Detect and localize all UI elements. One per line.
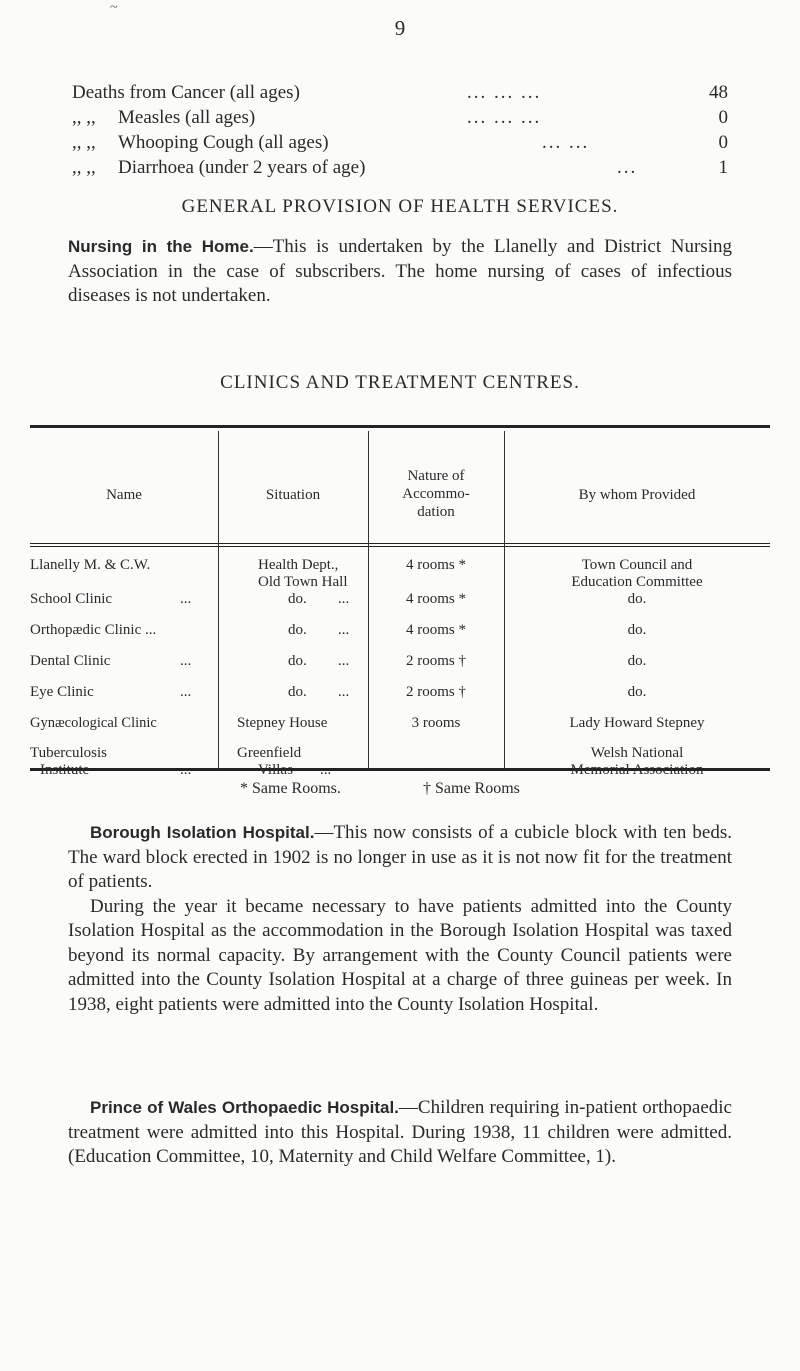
clinic-nature: 3 rooms: [411, 715, 461, 731]
clinic-provided: do.: [627, 653, 647, 669]
prince-p1: [68, 1096, 732, 1170]
clinic-provided: Education Committee: [571, 574, 703, 590]
clinic-name: Gynæcological Clinic: [30, 715, 157, 731]
leader-dots: ... ... ...: [467, 82, 542, 103]
clinic-situation: Greenfield: [237, 745, 302, 761]
clinics-heading: CLINICS AND TREATMENT CENTRES.: [220, 372, 580, 393]
clinic-provided: do.: [627, 622, 647, 638]
clinic-name: Tuberculosis: [30, 745, 107, 761]
clinic-provided: Lady Howard Stepney: [569, 715, 705, 731]
clinic-situation: Villas: [258, 762, 293, 778]
borough-text: —This now consists of a cubicle block with ten beds. The ward block erected in 1902 is no longer in use as it is not now fit for the treatment of patients.: [68, 822, 732, 892]
clinic-name: Dental Clinic: [30, 653, 111, 669]
clinic-situation: Health Dept.,: [258, 557, 339, 573]
clinic-nature: 4 rooms *: [406, 591, 466, 607]
clinic-situation: Stepney House: [237, 715, 328, 731]
header-name: Name: [106, 487, 142, 503]
footnote-star: * Same Rooms.: [240, 780, 341, 797]
nursing-paragraph: [68, 235, 732, 309]
leader-dots: ...: [320, 762, 332, 778]
leader-dots: ...: [338, 622, 350, 638]
leader-dots: ... ... ...: [467, 107, 542, 128]
table-header-rule: [30, 543, 770, 544]
table-header-rule: [30, 546, 770, 547]
leader-dots: ...: [180, 684, 192, 700]
leader-dots: ...: [617, 157, 638, 178]
clinic-nature: 2 rooms †: [406, 684, 466, 700]
borough-title: Borough Isolation Hospital.: [90, 823, 315, 842]
column-divider: [218, 431, 219, 769]
clinic-provided: Welsh National: [590, 745, 684, 761]
leader-dots: ...: [338, 684, 350, 700]
deaths-value: 0: [718, 107, 728, 128]
deaths-row: [72, 105, 728, 130]
borough-p1: [68, 821, 732, 895]
ink-mark: ~: [110, 0, 118, 15]
footnote-dagger: † Same Rooms: [423, 780, 520, 797]
leader-dots: ...: [338, 591, 350, 607]
clinic-provided: do.: [627, 591, 647, 607]
clinics-table: [30, 425, 770, 778]
deaths-label: Measles (all ages): [118, 107, 256, 128]
deaths-row: [72, 155, 728, 180]
borough-p2: During the year it became necessary to have patients admitted into the County Isolation Hospital as the accommodation in the Borough Isolation Hospital was taxed beyond its normal capacity. By arrangement with the County Council patients were admitted into the County Isolation Hospital at a charge of three guineas per week. In 1938, eight patients were admitted into the County Isolation Hospital.: [68, 895, 732, 1015]
deaths-value: 1: [718, 157, 728, 178]
nursing-title: Nursing in the Home.: [68, 237, 254, 256]
clinic-nature: 2 rooms †: [406, 653, 466, 669]
clinic-nature: 4 rooms *: [406, 557, 466, 573]
header-provided: By whom Provided: [578, 487, 696, 503]
table-top-rule: [30, 425, 770, 428]
header-nature: dation: [417, 504, 455, 520]
clinic-provided: Memorial Association: [570, 762, 704, 778]
deaths-label: Diarrhoea (under 2 years of age): [118, 157, 366, 178]
leader-dots: ... ...: [542, 132, 590, 153]
header-situation: Situation: [265, 487, 321, 503]
clinic-nature: 4 rooms *: [406, 622, 466, 638]
clinic-name: Orthopædic Clinic ...: [30, 622, 157, 638]
deaths-label: Whooping Cough (all ages): [118, 132, 329, 153]
deaths-row: [72, 130, 728, 155]
nursing-text: —This is undertaken by the Llanelly and District Nursing Association in the case of subscribers. The home nursing of cases of infectious diseases is not undertaken.: [68, 236, 732, 306]
clinic-name: Eye Clinic: [30, 684, 94, 700]
clinic-name: School Clinic: [30, 591, 113, 607]
clinic-name: Llanelly M. & C.W.: [30, 557, 151, 573]
leader-dots: ...: [180, 653, 192, 669]
borough-paragraph: [68, 821, 732, 1017]
clinic-nature: —: [428, 762, 444, 778]
clinic-provided: Town Council and: [581, 557, 693, 573]
page-number: 9: [394, 16, 406, 40]
ditto-marks: ,, ,,: [72, 107, 96, 128]
ditto-marks: ,, ,,: [72, 132, 96, 153]
deaths-value: 48: [709, 82, 728, 103]
deaths-label: Deaths from Cancer (all ages): [72, 82, 300, 103]
ditto-marks: ,, ,,: [72, 157, 96, 178]
clinic-name: Institute: [40, 762, 90, 778]
clinic-situation: Old Town Hall: [258, 574, 348, 590]
prince-text: —Children requiring in-patient orthopaedic treatment were admitted into this Hospital. During 1938, 11 children were admitted. (Education Committee, 10, Maternity and Child Welfare Committee, 1).: [68, 1097, 732, 1167]
clinic-situation: do.: [288, 591, 307, 607]
leader-dots: ...: [338, 653, 350, 669]
deaths-list: [72, 80, 728, 180]
header-nature: Accommo-: [402, 486, 470, 502]
prince-title: Prince of Wales Orthopaedic Hospital.: [90, 1098, 399, 1117]
header-nature: Nature of: [407, 468, 465, 484]
general-provision-heading: GENERAL PROVISION OF HEALTH SERVICES.: [181, 196, 619, 217]
deaths-row: [72, 80, 728, 105]
prince-paragraph: [68, 1096, 732, 1170]
clinic-situation: do.: [288, 653, 307, 669]
clinic-situation: do.: [288, 684, 307, 700]
deaths-value: 0: [718, 132, 728, 153]
leader-dots: ...: [180, 591, 192, 607]
clinic-provided: do.: [627, 684, 647, 700]
clinic-situation: do.: [288, 622, 307, 638]
leader-dots: ...: [180, 762, 192, 778]
